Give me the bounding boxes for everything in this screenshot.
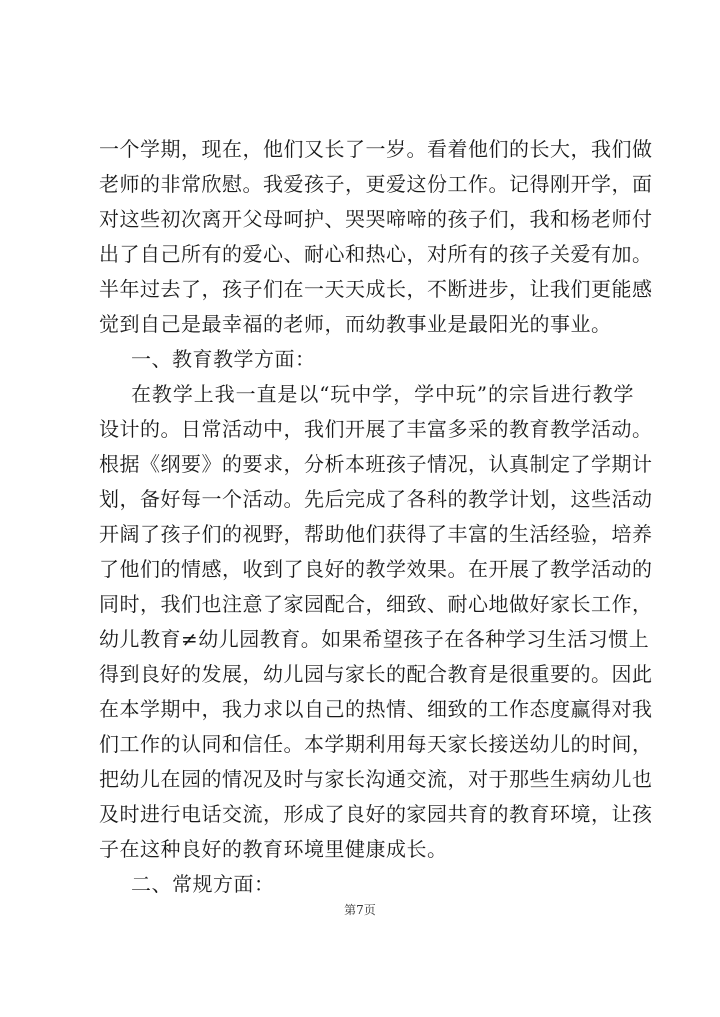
paragraph-line: 把幼儿在园的情况及时与家长沟通交流，对于那些生病幼儿也	[99, 767, 653, 791]
paragraph-line: 老师的非常欣慰。我爱孩子，更爱这份工作。记得刚开学，面	[99, 172, 653, 196]
paragraph-line: 在教学上我一直是以“玩中学，学中玩”的宗旨进行教学	[131, 382, 634, 406]
paragraph-line: 子在这种良好的教育环境里健康成长。	[99, 837, 448, 861]
paragraph-line: 一个学期，现在，他们又长了一岁。看着他们的长大，我们做	[99, 137, 653, 161]
paragraph-line: 划，备好每一个活动。先后完成了各科的教学计划，这些活动	[99, 487, 653, 511]
paragraph-line: 幼儿教育≠幼儿园教育。如果希望孩子在各种学习生活习惯上	[99, 627, 650, 651]
section-heading: 二、常规方面：	[131, 872, 275, 896]
paragraph-line: 设计的。日常活动中，我们开展了丰富多采的教育教学活动。	[99, 417, 653, 441]
paragraph-line: 同时，我们也注意了家园配合，细致、耐心地做好家长工作，	[99, 592, 653, 616]
paragraph-line: 及时进行电话交流，形成了良好的家园共育的教育环境，让孩	[99, 802, 653, 826]
paragraph-line: 开阔了孩子们的视野，帮助他们获得了丰富的生活经验，培养	[99, 522, 653, 546]
paragraph-line: 半年过去了，孩子们在一天天成长，不断进步，让我们更能感	[99, 277, 653, 301]
paragraph-line: 出了自己所有的爱心、耐心和热心，对所有的孩子关爱有加。	[99, 242, 653, 266]
paragraph-line: 对这些初次离开父母呵护、哭哭啼啼的孩子们，我和杨老师付	[99, 207, 653, 231]
paragraph-line: 得到良好的发展，幼儿园与家长的配合教育是很重要的。因此	[99, 662, 653, 686]
paragraph-line: 根据《纲要》的要求，分析本班孩子情况，认真制定了学期计	[99, 452, 653, 476]
paragraph-line: 觉到自己是最幸福的老师，而幼教事业是最阳光的事业。	[99, 312, 612, 336]
paragraph-line: 们工作的认同和信任。本学期利用每天家长接送幼儿的时间，	[99, 732, 653, 756]
paragraph-line: 在本学期中，我力求以自己的热情、细致的工作态度赢得对我	[99, 697, 653, 721]
page-number: 第7页	[344, 903, 376, 917]
paragraph-line: 了他们的情感，收到了良好的教学效果。在开展了教学活动的	[99, 557, 653, 581]
section-heading: 一、教育教学方面：	[131, 347, 316, 371]
